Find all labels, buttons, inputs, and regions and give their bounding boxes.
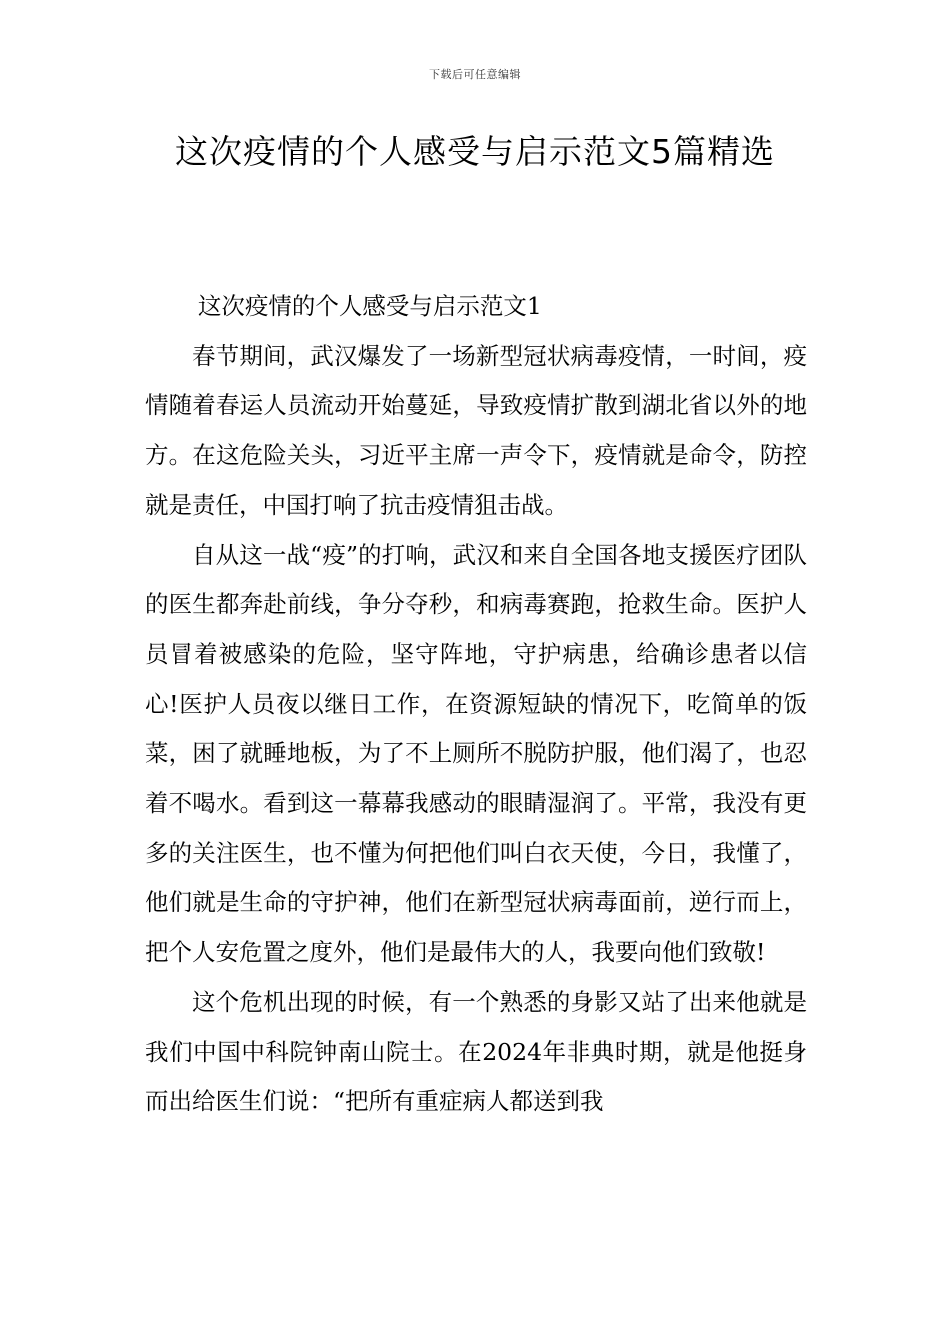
paragraph-3: 这个危机出现的时候，有一个熟悉的身影又站了出来他就是我们中国中科院钟南山院士。在2024年非典时期，就是他挺身而出给医生们说：“把所有重症病人都送到我 [145,987,807,1116]
paragraph-2: 自从这一战“疫”的打响，武汉和来自全国各地支援医疗团队的医生都奔赴前线，争分夺秒，和病毒赛跑，抢救生命。医护人员冒着被感染的危险，坚守阵地，守护病患，给确诊患者以信心!医护人员夜以继日工作，在资源短缺的情况下，吃简单的饭菜，困了就睡地板，为了不上厕所不脱防护服，他们渴了，也忍着不喝水。看到这一幕幕我感动的眼睛湿润了。平常，我没有更多的关注医生，也不懂为何把他们叫白衣天使，今日，我懂了，他们就是生命的守护神，他们在新型冠状病毒面前，逆行而上，把个人安危置之度外，他们是最伟大的人，我要向他们致敬! [145,540,807,967]
document-body [145,282,807,1127]
section-heading: 这次疫情的个人感受与启示范文1 [197,292,542,320]
header-note: 下载后可任意编辑 [429,68,521,81]
document-title: 这次疫情的个人感受与启示范文5篇精选 [175,132,775,171]
paragraph-1: 春节期间，武汉爆发了一场新型冠状病毒疫情，一时间，疫情随着春运人员流动开始蔓延，导致疫情扩散到湖北省以外的地方。在这危险关头，习近平主席一声令下，疫情就是命令，防控就是责任，中国打响了抗击疫情狙击战。 [145,341,807,519]
